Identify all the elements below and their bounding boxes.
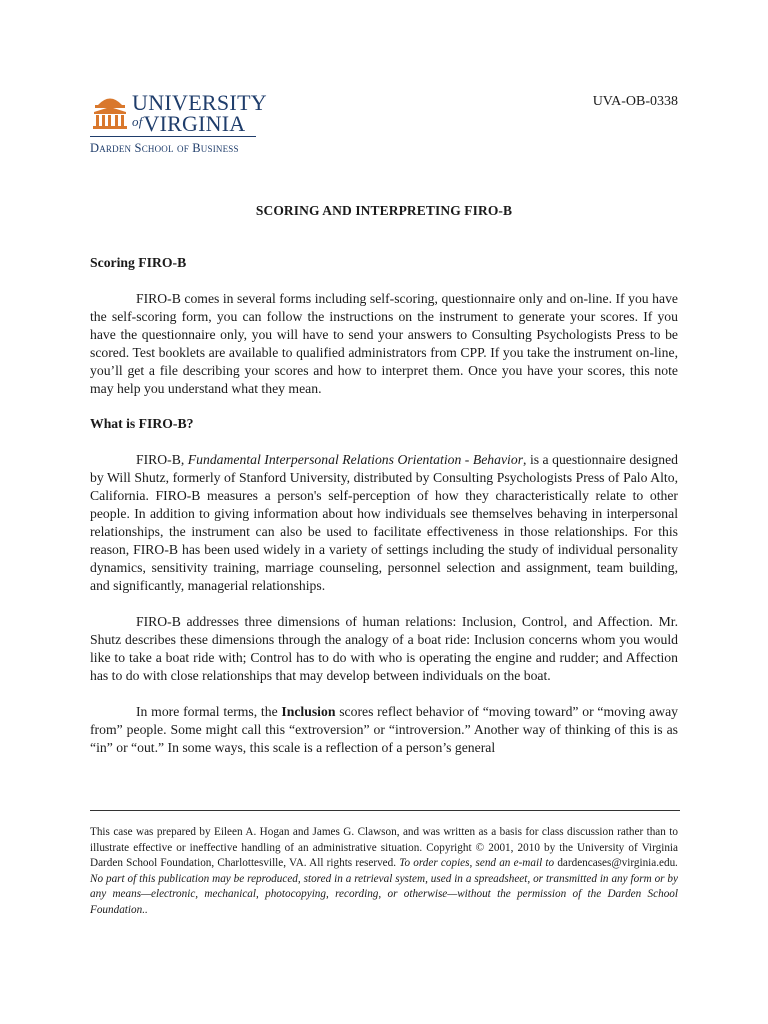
- logo-university-text: UNIVERSITY: [132, 90, 267, 115]
- text-span: scores reflect behavior of “moving toward” or “moving away from” people. Some might call this “extroversion” or “introversion.” Another way of thinking of this is as “in” or “out.” In some ways, this scale is a reflection of a person’s general: [90, 704, 678, 755]
- university-logo: [90, 90, 267, 160]
- section-heading-what-is: What is FIRO-B?: [90, 416, 194, 431]
- logo-divider: [90, 136, 256, 137]
- spacer: [90, 685, 678, 703]
- text-span: In more formal terms, the: [136, 704, 282, 719]
- document-code: UVA-OB-0338: [592, 94, 678, 109]
- logo-virginia-text: [132, 111, 245, 135]
- paragraph-scoring: FIRO-B comes in several forms including self-scoring, questionnaire only and on-line. If you have the self-scoring form, you can follow the instructions on the instrument to generate your scores. If you have the questionnaire only, you will have to send your answers to Consulting Psychologists Press to be scored. Test booklets are available to qualified administrators from CPP. If you take the instrument on-line, you’ll get a file describing your scores and how to interpret them. Once you have your scores, this note may help you understand what they mean.: [90, 291, 678, 396]
- spacer: [90, 272, 678, 290]
- text-span: FIRO-B,: [136, 452, 188, 467]
- logo-school-text: Darden School of Business: [90, 141, 239, 155]
- footnote-email: dardencases@virginia.edu: [557, 857, 676, 869]
- footnote-text: This case was prepared by Eileen A. Hogan and James G. Clawson, and was written as a basis for class discussion rather than to illustrate effective or ineffective handling of an administrative situation. Copyright © 2001, 2010 by the University of Virginia Darden School Foundation, Charlottesville, VA. All rights reserved.: [90, 826, 678, 869]
- text-span: , is a questionnaire designed by Will Shutz, formerly of Stanford University, distributed by Consulting Psychologists Press of Palo Alto, California. FIRO-B measures a person's self-perception of how they characteristically relate to other people. In addition to giving information about how individuals see themselves behaving in interpersonal relationships, the instrument can also be used to facilitate effectiveness in those relationships. For this reason, FIRO-B has been used widely in a variety of settings including the study of individual personality dynamics, sensitivity training, marriage counseling, personnel selection and assignment, team building, and significantly, managerial relationships.: [90, 452, 678, 593]
- paragraph-three-dimensions: FIRO-B addresses three dimensions of human relations: Inclusion, Control, and Affection. Mr. Shutz describes these dimensions through the analogy of a boat ride: Inclusion concerns whom you would like to take a boat ride with; Control has to do with who is operating the engine and rudder; and Affection has to do with close relationships that may develop between individuals on the boat.: [90, 614, 678, 683]
- logo-virginia-word: VIRGINIA: [143, 111, 246, 136]
- spacer: [90, 433, 678, 451]
- footnote-italic-text: . No part of this publication may be reproduced, stored in a retrieval system, used in a spreadsheet, or transmitted in any form or by any means—electronic, mechanical, photocopying, recording, or otherwise—without the permission of the Darden School Foundation..: [90, 857, 678, 916]
- document-title: SCORING AND INTERPRETING FIRO-B: [255, 203, 513, 218]
- paragraph-firo-definition: [90, 451, 678, 595]
- section-heading-scoring: Scoring FIRO-B: [90, 255, 187, 270]
- paragraph-inclusion: [90, 703, 678, 757]
- copyright-footnote: [90, 825, 678, 918]
- italic-term: Fundamental Interpersonal Relations Orientation - Behavior: [187, 452, 524, 467]
- logo-of-text: of: [132, 114, 143, 129]
- spacer: [90, 595, 678, 613]
- footnote-divider: [90, 810, 680, 811]
- rotunda-logo-icon: [90, 92, 130, 132]
- footnote-italic-text: To order copies, send an e-mail to: [399, 857, 558, 869]
- section-scoring: [90, 254, 678, 398]
- bold-term: Inclusion: [281, 704, 336, 719]
- section-what-is: [90, 415, 678, 757]
